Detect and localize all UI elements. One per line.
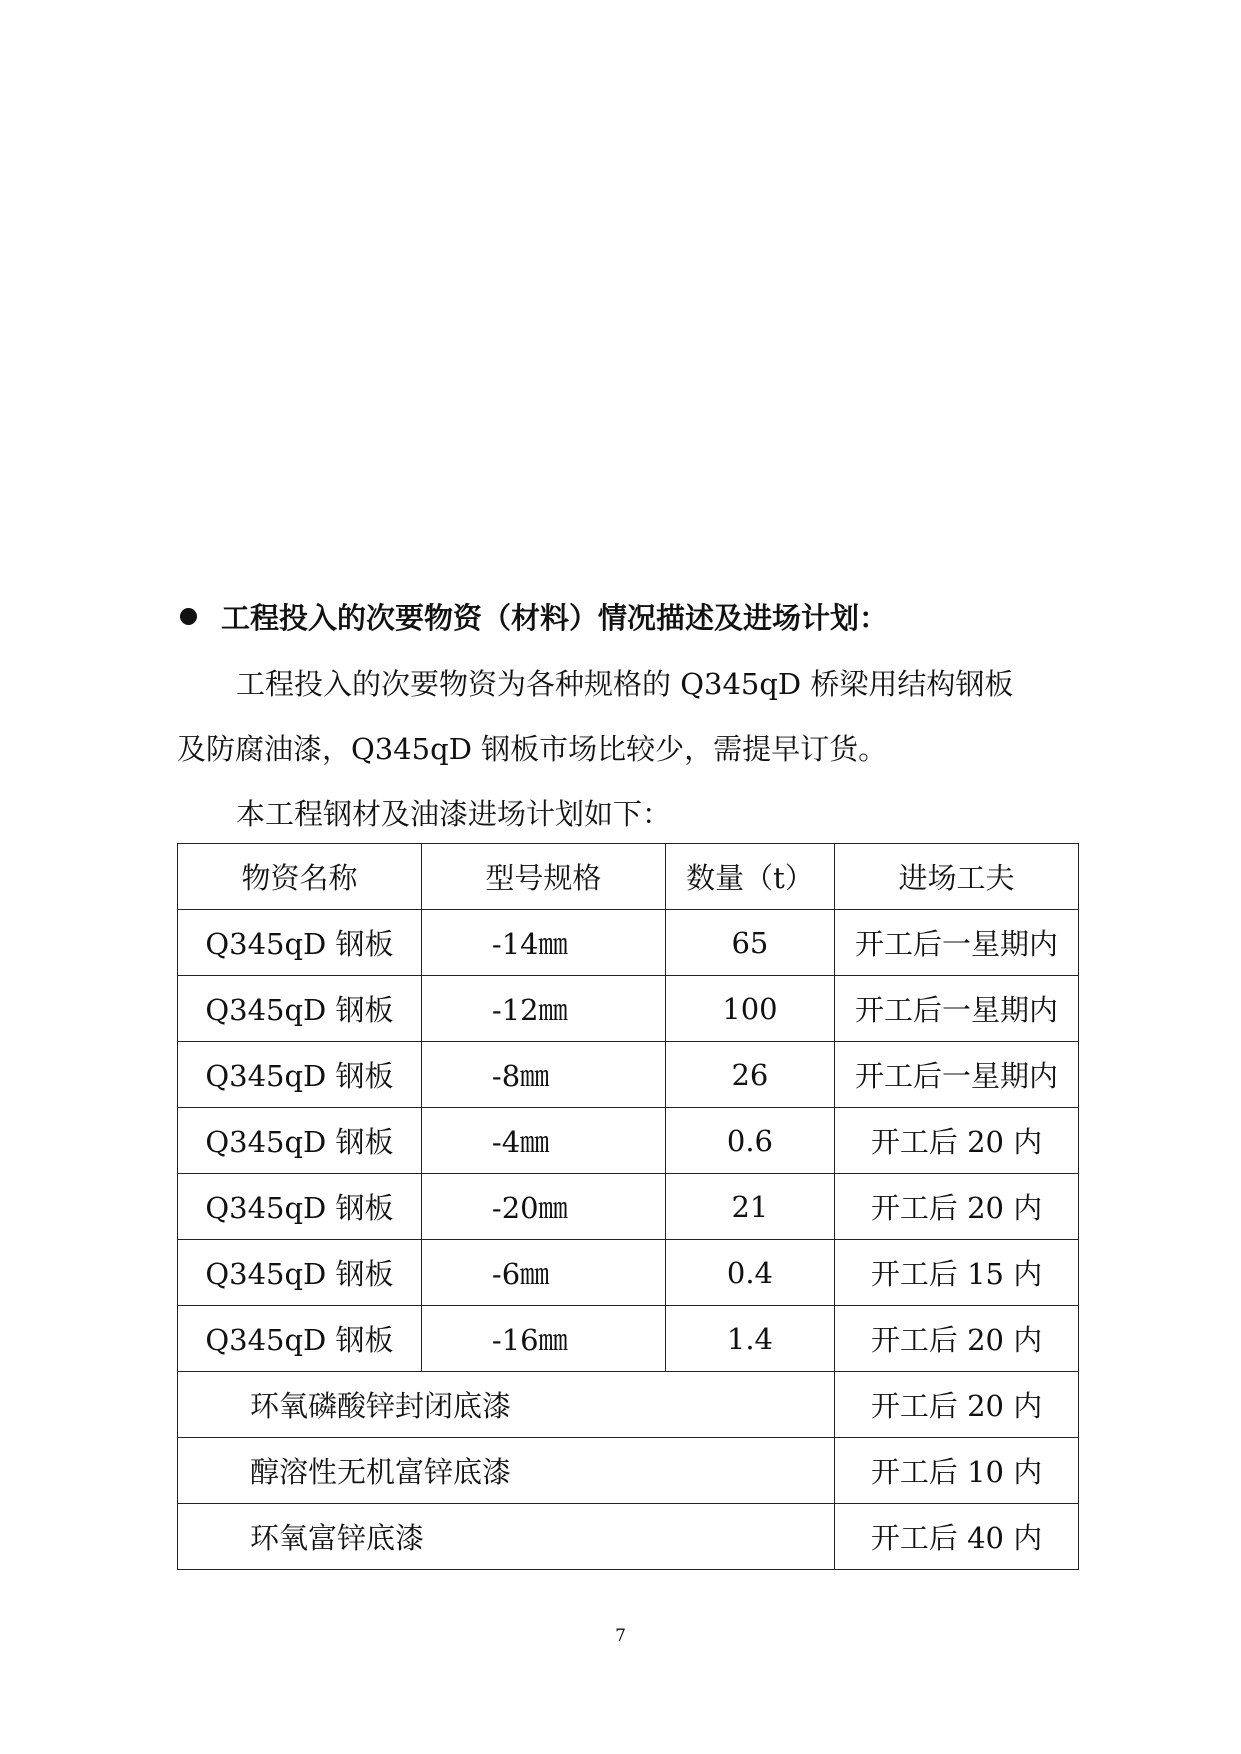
table-header-row [178, 844, 1079, 910]
cell-qty: 1.4 [665, 1306, 834, 1372]
table-row-paint [178, 1438, 1079, 1504]
cell-qty: 21 [665, 1174, 834, 1240]
cell-qty: 100 [665, 976, 834, 1042]
header-name: 物资名称 [178, 844, 422, 910]
cell-spec: -14㎜ [421, 910, 665, 976]
table-row [178, 1174, 1079, 1240]
table-row [178, 1042, 1079, 1108]
cell-time: 开工后 40 内 [835, 1504, 1079, 1570]
cell-paint-name: 环氧磷酸锌封闭底漆 [178, 1372, 835, 1438]
cell-spec: -8㎜ [421, 1042, 665, 1108]
table-row [178, 1240, 1079, 1306]
header-time: 进场工夫 [835, 844, 1079, 910]
table-row [178, 976, 1079, 1042]
cell-time: 开工后 15 内 [835, 1240, 1079, 1306]
materials-table [177, 843, 1079, 1570]
cell-spec: -20㎜ [421, 1174, 665, 1240]
page-number: 7 [615, 1626, 626, 1646]
table-row [178, 910, 1079, 976]
bullet-icon [180, 608, 197, 625]
cell-spec: -4㎜ [421, 1108, 665, 1174]
table-row [178, 1306, 1079, 1372]
cell-spec: -6㎜ [421, 1240, 665, 1306]
cell-qty: 26 [665, 1042, 834, 1108]
cell-paint-name: 醇溶性无机富锌底漆 [178, 1438, 835, 1504]
cell-time: 开工后一星期内 [835, 910, 1079, 976]
cell-qty: 65 [665, 910, 834, 976]
cell-spec: -12㎜ [421, 976, 665, 1042]
cell-qty: 0.6 [665, 1108, 834, 1174]
cell-time: 开工后 20 内 [835, 1174, 1079, 1240]
cell-spec: -16㎜ [421, 1306, 665, 1372]
cell-qty: 0.4 [665, 1240, 834, 1306]
section-heading [180, 596, 888, 637]
table-row [178, 1108, 1079, 1174]
cell-name: Q345qD 钢板 [178, 1240, 422, 1306]
table-row-paint [178, 1504, 1079, 1570]
cell-name: Q345qD 钢板 [178, 910, 422, 976]
paragraph-1-line-1: 工程投入的次要物资为各种规格的 Q345qD 桥梁用结构钢板 [236, 667, 1014, 701]
cell-name: Q345qD 钢板 [178, 976, 422, 1042]
paragraph-1-line-2: 及防腐油漆，Q345qD 钢板市场比较少，需提早订货。 [177, 732, 888, 766]
header-qty: 数量（t） [665, 844, 834, 910]
cell-name: Q345qD 钢板 [178, 1108, 422, 1174]
cell-time: 开工后 20 内 [835, 1306, 1079, 1372]
cell-time: 开工后 10 内 [835, 1438, 1079, 1504]
cell-name: Q345qD 钢板 [178, 1174, 422, 1240]
cell-paint-name: 环氧富锌底漆 [178, 1504, 835, 1570]
cell-name: Q345qD 钢板 [178, 1042, 422, 1108]
cell-name: Q345qD 钢板 [178, 1306, 422, 1372]
cell-time: 开工后一星期内 [835, 976, 1079, 1042]
section-heading-text: 工程投入的次要物资（材料）情况描述及进场计划： [221, 601, 889, 635]
cell-time: 开工后一星期内 [835, 1042, 1079, 1108]
table-row-paint [178, 1372, 1079, 1438]
paragraph-2: 本工程钢材及油漆进场计划如下： [236, 797, 672, 831]
header-spec: 型号规格 [421, 844, 665, 910]
cell-time: 开工后 20 内 [835, 1108, 1079, 1174]
cell-time: 开工后 20 内 [835, 1372, 1079, 1438]
